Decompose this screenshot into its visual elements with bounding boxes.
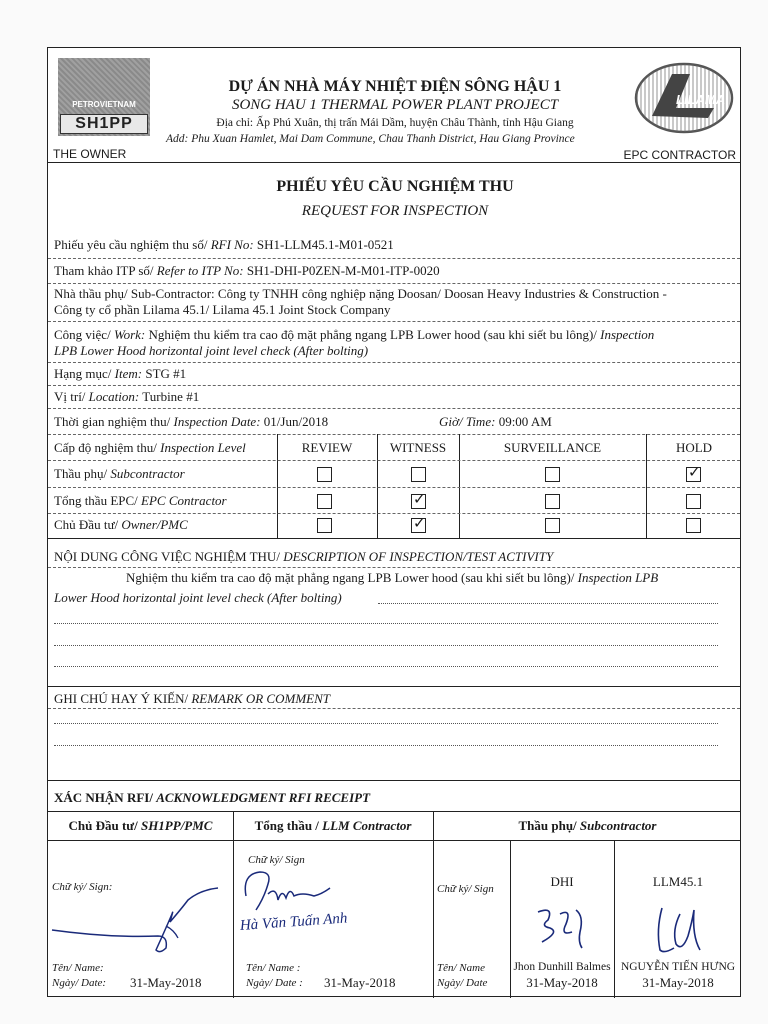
checkbox-epc-review[interactable] xyxy=(317,494,332,509)
lilama-logo-text: LILAMA xyxy=(676,92,726,107)
dotted-fill-line xyxy=(54,723,718,724)
dotted-fill-line xyxy=(54,666,718,667)
owner-label: THE OWNER xyxy=(53,147,127,161)
row-divider xyxy=(48,408,740,409)
row-divider xyxy=(48,513,740,514)
owner-name-label: Tên/ Name: xyxy=(52,962,104,974)
llm-handwritten-name: Hà Văn Tuấn Anh xyxy=(239,910,348,934)
location-field: Vị trí/ Location: Turbine #1 xyxy=(54,389,200,404)
dotted-fill-line xyxy=(378,603,718,604)
row-divider xyxy=(48,258,740,259)
form-title-en: REQUEST FOR INSPECTION xyxy=(301,203,489,219)
section-divider xyxy=(48,811,740,812)
work-field-line-2: LPB Lower Hood horizontal joint level check (After bolting) xyxy=(54,343,369,358)
inspection-date-field: Thời gian nghiệm thu/ Inspection Date: 01/Jun/2018 xyxy=(54,414,329,429)
section-divider xyxy=(48,780,740,781)
rfi-number-field: Phiếu yêu cầu nghiệm thu số/ RFI No: SH1-LLM45.1-M01-0521 xyxy=(54,237,394,252)
llm451-label: LLM45.1 xyxy=(652,874,704,889)
subcontractor-line-1: Nhà thầu phụ/ Sub-Contractor: Công ty TNHH công nghiệp nặng Doosan/ Doosan Heavy Industries & Construction - xyxy=(54,286,667,301)
llm451-signature xyxy=(652,900,712,960)
col-header-surveillance: SURVEILLANCE xyxy=(503,440,602,455)
project-title-vn: DỰ ÁN NHÀ MÁY NHIỆT ĐIỆN SÔNG HẬU 1 xyxy=(228,78,562,95)
dotted-fill-line xyxy=(54,645,718,646)
section-divider xyxy=(48,840,740,841)
project-title-en: SONG HAU 1 THERMAL POWER PLANT PROJECT xyxy=(231,97,559,113)
checkmark-icon: ✓ xyxy=(413,514,426,532)
address-en: Add: Phu Xuan Hamlet, Mai Dam Commune, Chau Thanh District, Hau Giang Province xyxy=(166,133,575,145)
remark-heading: GHI CHÚ HAY Ý KIẾN/ REMARK OR COMMENT xyxy=(54,691,330,706)
llm451-name: NGUYỄN TIẾN HƯNG xyxy=(620,961,736,973)
row-label-owner-pmc: Chủ Đầu tư/ Owner/PMC xyxy=(54,517,188,532)
llm-date-label: Ngày/ Date : xyxy=(246,977,303,989)
row-divider xyxy=(48,460,740,461)
row-divider xyxy=(48,487,740,488)
row-divider xyxy=(48,567,740,568)
epc-contractor-label: EPC CONTRACTOR xyxy=(623,148,736,162)
dhi-date: 31-May-2018 xyxy=(526,975,598,990)
dhi-signature xyxy=(532,902,592,952)
owner-sign-label: Chữ ký/ Sign: xyxy=(52,881,113,893)
sub-date-label: Ngày/ Date xyxy=(437,977,488,989)
itp-reference-field: Tham khảo ITP số/ Refer to ITP No: SH1-DHI-P0ZEN-M-M01-ITP-0020 xyxy=(54,263,440,278)
checkbox-subcontractor-witness[interactable] xyxy=(411,467,426,482)
ack-col-llm: Tổng thầu / LLM Contractor xyxy=(254,818,412,833)
checkbox-owner-witness[interactable] xyxy=(411,514,426,533)
rfi-form-page xyxy=(47,47,741,997)
checkbox-subcontractor-review[interactable] xyxy=(317,467,332,482)
form-title-vn: PHIẾU YÊU CẦU NGHIỆM THU xyxy=(276,178,514,195)
ack-col-owner: Chủ Đầu tư/ SH1PP/PMC xyxy=(68,818,213,833)
row-divider xyxy=(48,708,740,709)
llm-signature xyxy=(238,866,338,916)
checkbox-subcontractor-surveillance[interactable] xyxy=(545,467,560,482)
description-line-2: Lower Hood horizontal joint level check (After bolting) xyxy=(54,590,342,605)
checkbox-epc-witness[interactable] xyxy=(411,490,426,509)
description-line-1: Nghiệm thu kiểm tra cao độ mặt phẳng ngang LPB Lower hood (sau khi siết bu lông)/ Inspection LPB xyxy=(126,570,659,585)
section-divider xyxy=(48,538,740,539)
owner-date: 31-May-2018 xyxy=(130,975,202,990)
work-field-line-1: Công việc/ Work: Nghiệm thu kiểm tra cao độ mặt phẳng ngang LPB Lower hood (sau khi siết bu lông)/ Inspection xyxy=(54,327,655,342)
col-header-witness: WITNESS xyxy=(389,440,447,455)
subcontractor-line-2: Công ty cổ phần Lilama 45.1/ Lilama 45.1 Joint Stock Company xyxy=(54,302,391,317)
sub-name-label: Tên/ Name xyxy=(437,962,485,974)
inspection-time-field: Giờ/ Time: 09:00 AM xyxy=(439,414,552,429)
owner-date-row: Ngày/ Date: xyxy=(52,977,107,989)
row-divider xyxy=(48,434,740,435)
checkbox-owner-review[interactable] xyxy=(317,518,332,533)
row-label-subcontractor: Thầu phụ/ Subcontractor xyxy=(54,466,185,481)
llm-name-label: Tên/ Name : xyxy=(246,962,301,974)
col-header-review: REVIEW xyxy=(301,440,353,455)
petrovietnam-logo-text: PETROVIETNAM xyxy=(72,100,136,109)
section-divider xyxy=(48,686,740,687)
sh1pp-logo-text: SH1PP xyxy=(60,114,148,134)
llm-sign-label: Chữ ký/ Sign xyxy=(248,854,305,866)
address-vn: Địa chỉ: Ấp Phú Xuân, thị trấn Mái Dầm, huyện Châu Thành, tỉnh Hậu Giang xyxy=(216,117,574,129)
row-label-epc-contractor: Tổng thầu EPC/ EPC Contractor xyxy=(54,493,227,508)
col-header-hold: HOLD xyxy=(675,440,713,455)
row-divider xyxy=(48,321,740,322)
header-divider xyxy=(48,162,740,163)
description-heading: NỘI DUNG CÔNG VIỆC NGHIỆM THU/ DESCRIPTION OF INSPECTION/TEST ACTIVITY xyxy=(54,549,554,564)
checkbox-epc-hold[interactable] xyxy=(686,494,701,509)
llm451-date: 31-May-2018 xyxy=(642,975,714,990)
checkmark-icon: ✓ xyxy=(413,490,426,508)
checkbox-owner-surveillance[interactable] xyxy=(545,518,560,533)
inspection-level-label: Cấp độ nghiệm thu/ Inspection Level xyxy=(54,440,246,455)
llm-date: 31-May-2018 xyxy=(324,975,396,990)
row-divider xyxy=(48,385,740,386)
row-divider xyxy=(48,362,740,363)
owner-signature xyxy=(50,878,230,958)
item-field: Hạng mục/ Item: STG #1 xyxy=(54,366,187,381)
acknowledgment-heading: XÁC NHẬN RFI/ ACKNOWLEDGMENT RFI RECEIPT xyxy=(54,790,371,805)
checkbox-epc-surveillance[interactable] xyxy=(545,494,560,509)
dhi-name: Jhon Dunhill Balmes xyxy=(513,961,611,973)
checkbox-owner-hold[interactable] xyxy=(686,518,701,533)
ack-col-subcontractor: Thầu phụ/ Subcontractor xyxy=(518,818,657,833)
dotted-fill-line xyxy=(54,745,718,746)
checkmark-icon: ✓ xyxy=(688,463,701,481)
dhi-label: DHI xyxy=(550,874,574,889)
row-divider xyxy=(48,283,740,284)
sub-sign-label: Chữ ký/ Sign xyxy=(437,883,494,895)
checkbox-subcontractor-hold[interactable] xyxy=(686,463,701,482)
dotted-fill-line xyxy=(54,623,718,624)
